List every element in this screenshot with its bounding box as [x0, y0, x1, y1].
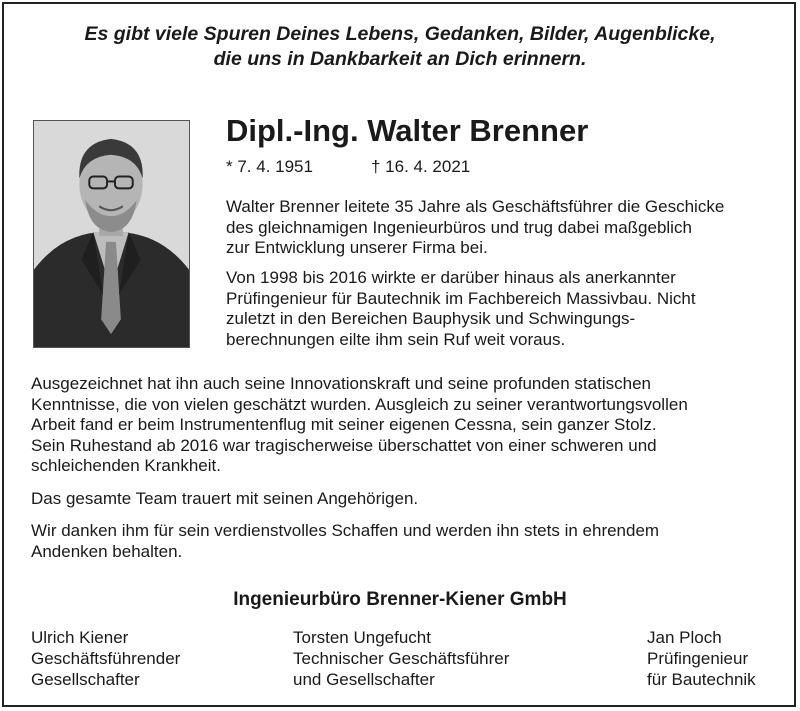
motto-line: die uns in Dankbarkeit an Dich erinnern.	[213, 48, 587, 70]
signatory-role: und Gesellschafter	[293, 670, 435, 689]
text-line: Arbeit fand er beim Instrumentenflug mit seiner eigenen Cessna, sein ganzer Stolz.	[31, 415, 657, 434]
text-line: berechnungen eilte ihm sein Ruf weit voraus.	[226, 329, 566, 349]
deceased-name: Dipl.-Ing. Walter Brenner	[226, 113, 589, 148]
signatory-name: Jan Ploch	[647, 628, 722, 647]
signatory-role: Gesellschafter	[31, 670, 140, 689]
signatory-role: für Bautechnik	[647, 670, 756, 689]
signatory-role: Prüfingenieur	[647, 649, 749, 668]
signatory-role: Technischer Geschäftsführer	[293, 649, 510, 668]
signatory-2	[293, 627, 509, 690]
signatory-name: Torsten Ungefucht	[293, 628, 431, 647]
signatory-name: Ulrich Kiener	[31, 628, 129, 647]
text-line: Wir danken ihm für sein verdienstvolles Schaffen und werden ihn stets in ehrendem	[31, 521, 660, 540]
text-line: Ausgezeichnet hat ihn auch seine Innovationskraft und seine profunden statischen	[31, 374, 651, 393]
signatory-1	[31, 627, 180, 690]
text-line: Von 1998 bis 2016 wirkte er darüber hinaus als anerkannter	[226, 268, 676, 287]
text-line: Andenken behalten.	[31, 541, 183, 561]
paragraph-3	[31, 374, 776, 477]
motto-line: Es gibt viele Spuren Deines Lebens, Gedanken, Bilder, Augenblicke,	[84, 23, 716, 45]
birth-date: * 7. 4. 1951	[226, 157, 313, 176]
text-line: Walter Brenner leitete 35 Jahre als Geschäftsführer die Geschicke	[226, 197, 725, 216]
text-line: zuletzt in den Bereichen Bauphysik und Schwingungs-	[226, 309, 636, 328]
text-line: Kenntnisse, die von vielen geschätzt wurden. Ausgleich zu seiner verantwortungsvollen	[31, 394, 688, 414]
text-line: Das gesamte Team trauert mit seinen Angehörigen.	[31, 489, 419, 508]
signatory-role: Geschäftsführender	[31, 649, 181, 668]
text-line: schleichenden Krankheit.	[31, 456, 221, 475]
bio-paragraph-2	[226, 268, 778, 350]
text-line: zur Entwicklung unserer Firma bei.	[226, 238, 488, 257]
portrait-image	[34, 121, 189, 347]
motto	[0, 22, 800, 72]
text-line: Sein Ruhestand ab 2016 war tragischerweise überschattet von einer schweren und	[31, 435, 657, 455]
life-dates	[226, 156, 471, 178]
paragraph-5	[31, 521, 776, 562]
text-line: des gleichnamigen Ingenieurbüros und trug dabei maßgeblich	[226, 217, 692, 237]
death-date: † 16. 4. 2021	[371, 157, 471, 176]
bio-paragraph-1	[226, 197, 778, 259]
text-line: Prüfingenieur für Bautechnik im Fachbereich Massivbau. Nicht	[226, 288, 696, 308]
paragraph-4	[31, 489, 776, 510]
portrait-photo	[33, 120, 190, 348]
company-name: Ingenieurbüro Brenner-Kiener GmbH	[233, 589, 567, 610]
signatory-3	[647, 627, 756, 690]
